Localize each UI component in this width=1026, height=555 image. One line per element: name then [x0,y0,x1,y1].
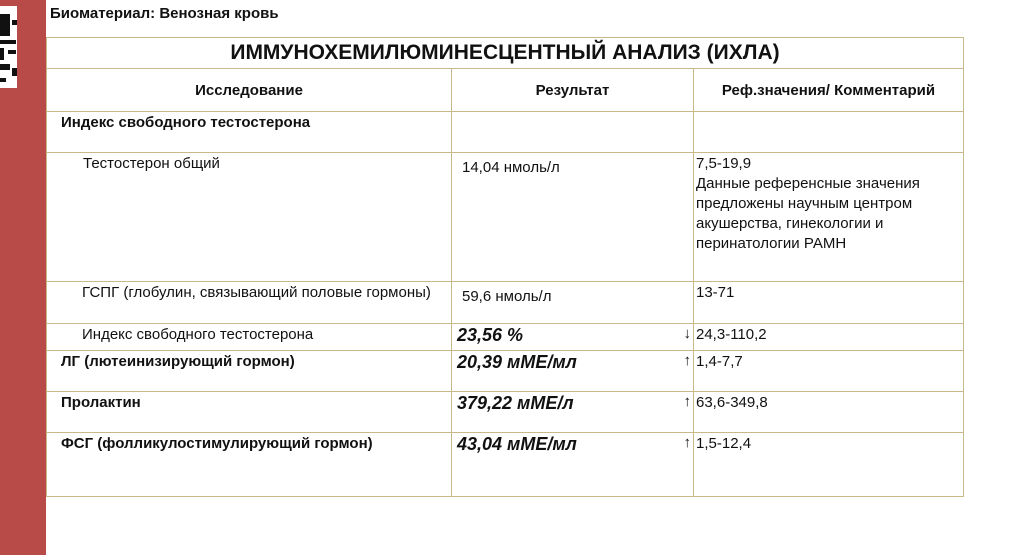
results-table [46,37,964,497]
row-reference [694,153,964,282]
arrow-down-icon: ↓ [683,325,691,342]
row-reference: 24,3-110,2 [694,324,964,351]
row-result: 14,04 нмоль/л [452,153,694,282]
result-value: 20,39 мМЕ/мл [457,352,577,372]
row-name: ГСПГ (глобулин, связывающий половые гормоны) [47,282,452,324]
row-reference: 13-71 [694,282,964,324]
result-value: 23,56 % [457,325,524,345]
row-name: ФСГ (фолликулостимулирующий гормон) [47,433,452,497]
biomaterial-label: Биоматериал: Венозная кровь [50,5,279,22]
header-study: Исследование [47,69,452,112]
table-row [47,351,964,392]
table-row [47,153,964,282]
row-result [452,392,694,433]
table-row [47,433,964,497]
arrow-up-icon: ↑ [683,434,691,451]
row-reference: 1,5-12,4 [694,433,964,497]
qr-code-fragment-icon [0,6,17,88]
reference-comment: Данные референсные значения предложены научным центром акушерства, гинекологии и перинатологии РАМН [696,175,920,252]
table-row [47,282,964,324]
table-header-row [47,69,964,112]
table-row [47,392,964,433]
row-name: Пролактин [47,392,452,433]
row-name: Индекс свободного тестостерона [47,324,452,351]
result-value: 43,04 мМЕ/мл [457,434,577,454]
result-value: 379,22 мМЕ/л [457,393,574,413]
row-reference: 63,6-349,8 [694,392,964,433]
header-reference: Реф.значения/ Комментарий [694,69,964,112]
row-reference [694,112,964,153]
header-result: Результат [452,69,694,112]
row-result [452,112,694,153]
row-name: ЛГ (лютеинизирующий гормон) [47,351,452,392]
row-reference: 1,4-7,7 [694,351,964,392]
row-result [452,324,694,351]
table-title-row [47,38,964,69]
row-name: Тестостерон общий [47,153,452,282]
table-row [47,324,964,351]
row-result: 59,6 нмоль/л [452,282,694,324]
arrow-up-icon: ↑ [683,352,691,369]
table-row [47,112,964,153]
arrow-up-icon: ↑ [683,393,691,410]
row-result [452,433,694,497]
table-title: ИММУНОХЕМИЛЮМИНЕСЦЕНТНЫЙ АНАЛИЗ (ИХЛА) [47,38,964,69]
row-result [452,351,694,392]
row-name: Индекс свободного тестостерона [47,112,452,153]
reference-range: 7,5-19,9 [696,155,752,172]
